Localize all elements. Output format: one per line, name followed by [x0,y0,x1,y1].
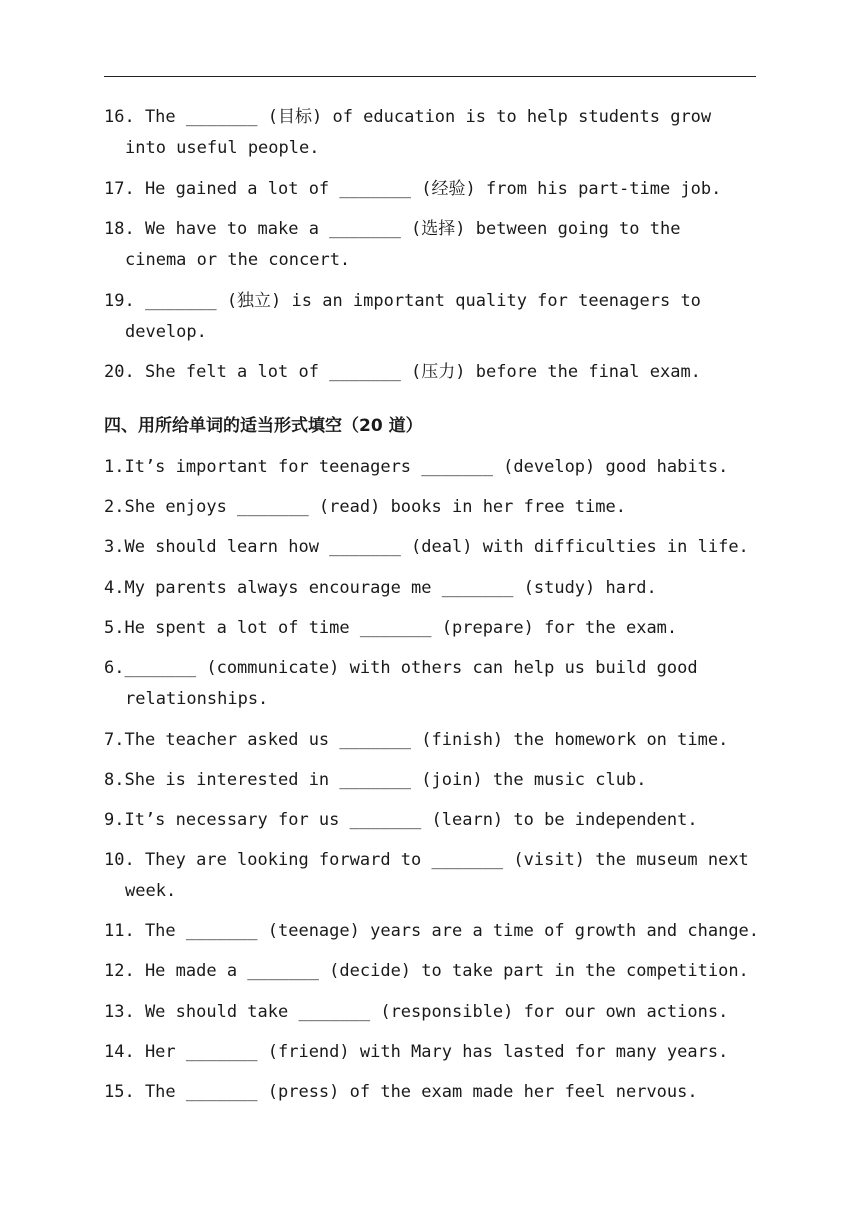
question-item [104,452,764,483]
question-item [104,997,764,1028]
question-item [104,725,764,756]
question-text: 12. He made a _______ (decide) to take part in the competition. [104,961,749,981]
question-item [104,492,764,523]
question-item [104,214,764,276]
question-text: 10. They are looking forward to _______ (visit) the museum next [104,850,749,870]
question-item [104,573,764,604]
question-text: 16. The _______ (目标) of education is to help students grow [104,107,712,127]
question-item [104,916,764,947]
question-text: 13. We should take _______ (responsible) for our own actions. [104,1002,729,1022]
question-text: 1.It’s important for teenagers _______ (develop) good habits. [104,457,729,477]
question-text: 14. Her _______ (friend) with Mary has lasted for many years. [104,1042,729,1062]
question-text: 15. The _______ (press) of the exam made her feel nervous. [104,1082,698,1102]
question-item [104,613,764,644]
question-text: 7.The teacher asked us _______ (finish) the homework on time. [104,730,729,750]
question-item [104,174,764,205]
question-text: 3.We should learn how _______ (deal) with difficulties in life. [104,537,749,557]
question-text: 4.My parents always encourage me _______ (study) hard. [104,578,657,598]
question-text: 9.It’s necessary for us _______ (learn) to be independent. [104,810,698,830]
question-item [104,532,764,563]
question-item [104,1037,764,1068]
question-item [104,357,764,388]
header-rule [104,76,756,77]
question-item [104,1077,764,1108]
question-continuation: develop. [125,322,207,342]
question-text: 19. _______ (独立) is an important quality for teenagers to [104,291,701,311]
question-item [104,653,764,715]
question-text: 5.He spent a lot of time _______ (prepare) for the exam. [104,618,678,638]
question-continuation: into useful people. [125,138,320,158]
question-text: 6._______ (communicate) with others can help us build good [104,658,698,678]
question-continuation: week. [125,881,177,901]
question-text: 2.She enjoys _______ (read) books in her free time. [104,497,626,517]
question-item [104,286,764,348]
question-text: 17. He gained a lot of _______ (经验) from his part-time job. [104,179,722,199]
question-item [104,805,764,836]
question-text: 18. We have to make a _______ (选择) between going to the [104,219,681,239]
question-item [104,102,764,164]
section-heading: 四、用所给单词的适当形式填空（20 道） [104,416,423,436]
question-text: 11. The _______ (teenage) years are a time of growth and change. [104,921,760,941]
question-text: 20. She felt a lot of _______ (压力) before the final exam. [104,362,701,382]
question-item [104,845,764,907]
question-continuation: relationships. [125,689,269,709]
question-text: 8.She is interested in _______ (join) the music club. [104,770,647,790]
question-item [104,765,764,796]
question-item [104,956,764,987]
question-continuation: cinema or the concert. [125,250,351,270]
